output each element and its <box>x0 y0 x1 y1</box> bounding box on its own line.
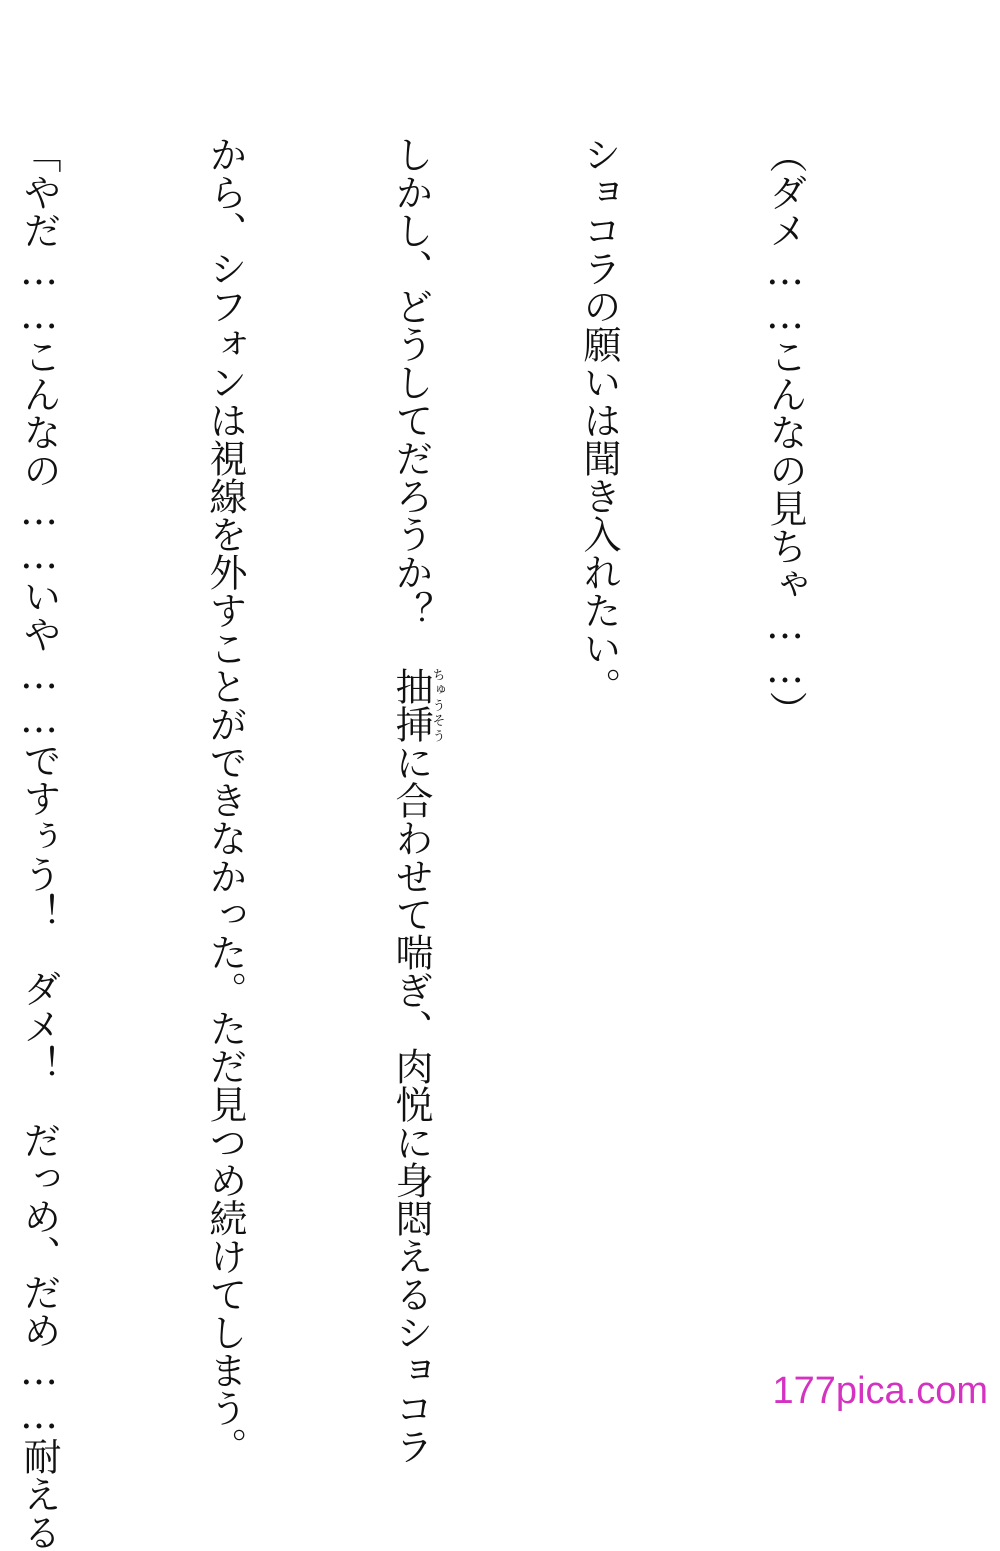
ruby-chuusou-reading: ちゅうそう <box>429 667 445 743</box>
site-watermark: 177pica.com <box>772 1370 988 1412</box>
ruby-chuusou <box>389 667 445 743</box>
text-column-1: （ダメ……こんなの見ちゃ……） <box>763 135 807 729</box>
text-column-4: から、シフォンは視線を外すことができなかった。ただ見つめ続けてしまう。 <box>203 135 247 1465</box>
text-column-3-end: に合わせて喘ぎ、肉悦に身悶えるショコラ <box>389 743 433 1465</box>
ruby-chuusou-base: 抽挿 <box>389 667 433 743</box>
text-column-3 <box>380 135 445 1465</box>
text-column-3-start: しかし、どうしてだろうか？ <box>389 135 433 629</box>
text-column-5: 「やだ……こんなの……いや……ですぅう！ ダメ！ だっめ、だめ……耐える <box>17 135 61 1551</box>
text-column-2: ショコラの願いは聞き入れたい。 <box>577 135 621 705</box>
text-column-3-spacer <box>389 629 433 667</box>
